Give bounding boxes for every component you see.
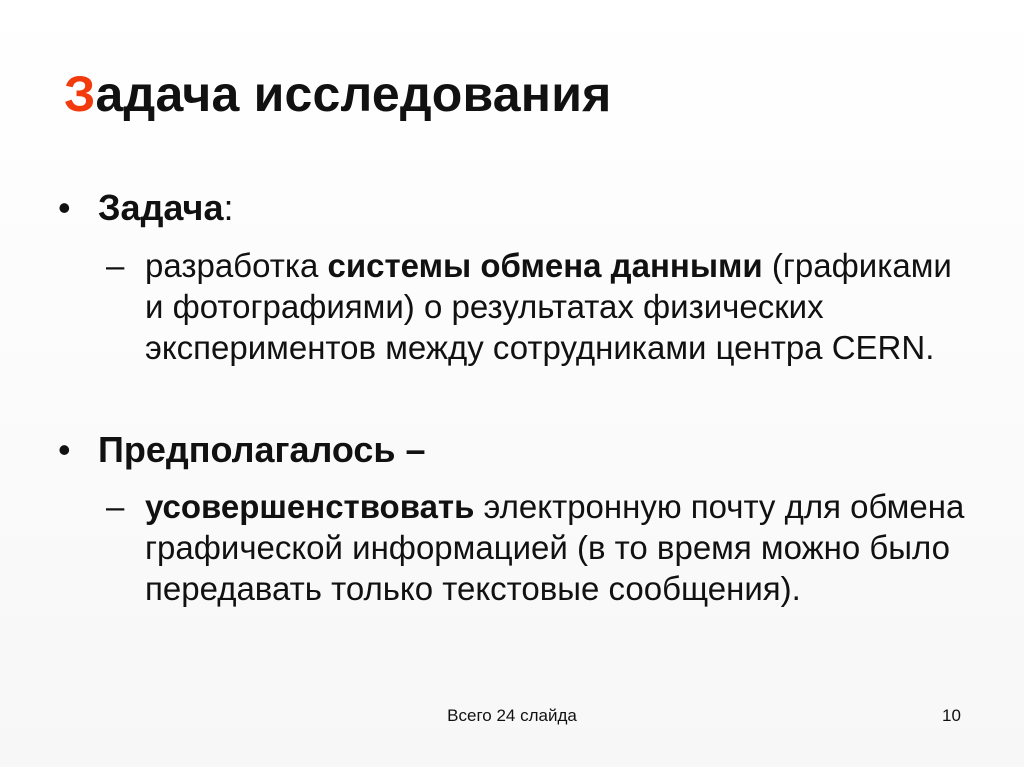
sub-item-assumed-plain-2: электронную почту для обмена графической информацией (в то время можно было передавать только текстовые сообщения). [145,488,965,607]
slide-count-footer: Всего 24 слайда [447,706,577,725]
sub-item-assumed-text [145,486,966,609]
title-accent-letter: З [64,66,96,122]
sub-item-task-bold: системы обмена данными [327,247,763,284]
sub-item-task [106,245,966,368]
bullet-task-colon: : [223,187,234,228]
sub-item-task-plain-1: разработка [145,247,328,284]
sub-item-marker: – [106,247,125,284]
sub-item-task-text [145,245,966,368]
sub-item-assumed-bold: усовершенствовать [145,488,475,525]
bullet-task-label: Задача [98,187,224,228]
bullet-assumed [58,428,426,472]
sub-item-assumed [106,486,966,609]
title-rest: адача исследования [95,66,612,122]
sub-item-marker: – [106,488,125,525]
slide-number: 10 [942,706,961,725]
slide-title [64,64,612,124]
bullet-task [58,186,234,230]
bullet-marker: • [58,187,71,228]
bullet-marker: • [58,429,71,470]
sub-item-task-plain-2: (графиками и фотографиями) о результатах физических экспериментов между сотрудниками центра CERN. [145,247,952,366]
bullet-assumed-label: Предполагалось – [98,429,426,470]
